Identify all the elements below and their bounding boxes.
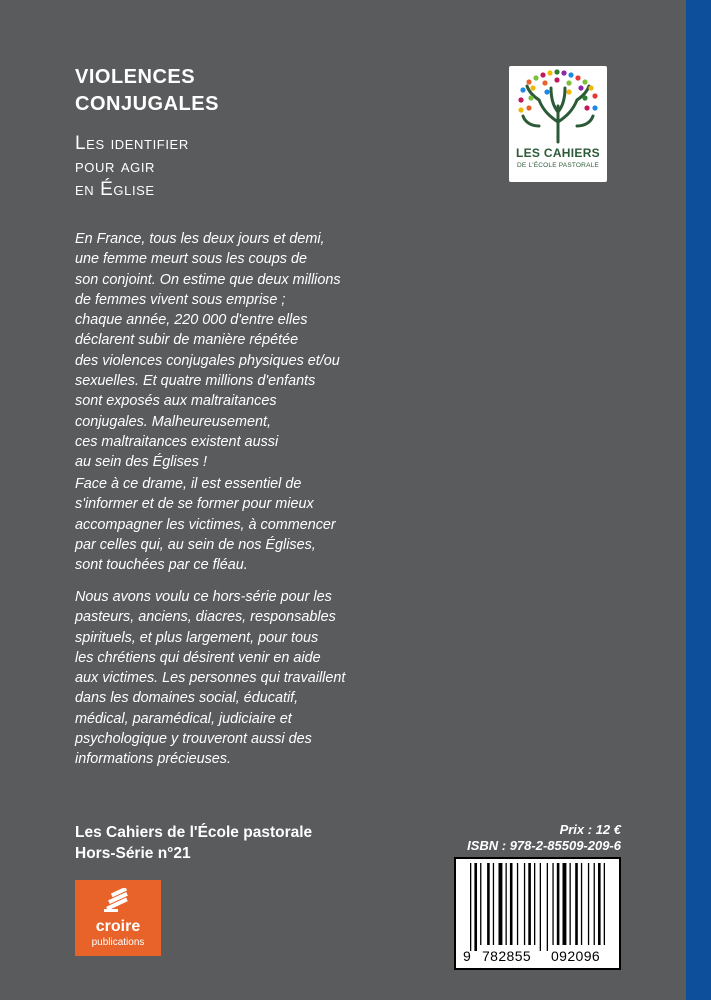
paragraph-line: informations précieuses. bbox=[75, 751, 231, 768]
barcode-bar bbox=[517, 863, 518, 945]
barcode-bar bbox=[487, 863, 490, 945]
barcode-bar bbox=[588, 863, 589, 945]
isbn-label: ISBN : 978-2-85509-209-6 bbox=[467, 838, 621, 853]
publisher-logo bbox=[75, 880, 161, 956]
paragraph-line: conjugales. Malheureusement, bbox=[75, 413, 271, 430]
paragraph-line: En France, tous les deux jours et demi, bbox=[75, 231, 325, 247]
paragraph-line: par celles qui, au sein de nos Églises, bbox=[75, 536, 316, 553]
paragraph-line: les chrétiens qui désirent venir en aide bbox=[75, 649, 321, 666]
barcode-bar bbox=[575, 863, 578, 945]
paragraph-line: dans les domaines social, éducatif, bbox=[75, 690, 299, 707]
series-name: Les Cahiers de l'École pastorale bbox=[75, 824, 313, 841]
barcode-bar bbox=[604, 863, 605, 945]
price-label: Prix : 12 € bbox=[559, 822, 621, 837]
paragraph-3 bbox=[75, 587, 375, 770]
paragraph-line: des violences conjugales physiques et/ou bbox=[75, 352, 340, 369]
cahiers-logo bbox=[509, 66, 607, 182]
paragraph-line: ces maltraitances existent aussi bbox=[75, 433, 279, 450]
barcode-bar bbox=[524, 863, 525, 945]
barcode-bar bbox=[570, 863, 571, 945]
barcode-bar bbox=[547, 863, 548, 951]
paragraph-line: sont touchées par ce fléau. bbox=[75, 557, 248, 574]
paragraph-line: Nous avons voulu ce hors-série pour les bbox=[75, 589, 332, 605]
book-title bbox=[75, 64, 219, 118]
paragraph-1 bbox=[75, 229, 375, 473]
paragraph-line: Face à ce drame, il est essentiel de bbox=[75, 476, 302, 492]
paragraph-line: pasteurs, anciens, diacres, responsables bbox=[75, 609, 336, 626]
barcode-bar bbox=[499, 863, 503, 945]
paragraph-line: sont exposés aux maltraitances bbox=[75, 393, 277, 410]
book-spine bbox=[686, 0, 711, 1000]
barcode bbox=[454, 857, 621, 970]
barcode-bar bbox=[510, 863, 513, 945]
barcode-bar bbox=[581, 863, 582, 945]
paragraph-line: spirituels, et plus largement, pour tous bbox=[75, 629, 319, 646]
barcode-bar bbox=[598, 863, 601, 945]
paragraph-2 bbox=[75, 474, 375, 575]
barcode-bar bbox=[563, 863, 567, 945]
paragraph-line: une femme meurt sous les coups de bbox=[75, 251, 307, 268]
barcode-bar bbox=[557, 863, 560, 945]
barcode-bar bbox=[594, 863, 595, 945]
series-number: Hors-Série n°21 bbox=[75, 845, 191, 862]
publisher-name: croire bbox=[95, 918, 141, 935]
barcode-bar bbox=[474, 863, 477, 951]
paragraph-line: au sein des Églises ! bbox=[75, 454, 207, 471]
subtitle-line-3: en Église bbox=[75, 179, 155, 200]
paragraph-line: accompagner les victimes, à commencer bbox=[75, 516, 336, 533]
barcode-bar bbox=[528, 863, 531, 945]
barcode-bar bbox=[540, 863, 541, 951]
barcode-bar bbox=[534, 863, 535, 945]
paragraph-line: s'informer et de se former pour mieux bbox=[75, 496, 314, 513]
books-icon bbox=[102, 888, 134, 916]
subtitle-line-1: Les identifier bbox=[75, 133, 189, 154]
cahiers-logo-subtitle: DE L'ÉCOLE PASTORALE bbox=[517, 162, 599, 169]
tree-icon bbox=[509, 66, 607, 146]
barcode-bar bbox=[480, 863, 481, 945]
paragraph-line: de femmes vivent sous emprise ; bbox=[75, 291, 286, 308]
barcode-bar bbox=[552, 863, 553, 945]
barcode-digits-left: 782855 bbox=[482, 948, 532, 964]
subtitle-line-2: pour agir bbox=[75, 156, 156, 177]
barcode-digit-first: 9 bbox=[463, 948, 472, 964]
publisher-subtitle: publications bbox=[91, 937, 145, 948]
series-info bbox=[75, 822, 312, 864]
paragraph-line: médical, paramédical, judiciaire et bbox=[75, 710, 292, 727]
title-line-2: CONJUGALES bbox=[75, 93, 219, 115]
paragraph-line: psychologique y trouveront aussi des bbox=[75, 731, 312, 748]
barcode-bar bbox=[506, 863, 507, 945]
book-subtitle bbox=[75, 132, 189, 201]
paragraph-line: déclarent subir de manière répétée bbox=[75, 332, 299, 349]
barcode-bar bbox=[493, 863, 494, 945]
barcode-bar bbox=[470, 863, 471, 951]
paragraph-line: chaque année, 220 000 d'entre elles bbox=[75, 312, 308, 329]
paragraph-line: son conjoint. On estime que deux millions bbox=[75, 271, 341, 288]
paragraph-line: aux victimes. Les personnes qui travaillent bbox=[75, 670, 346, 687]
title-line-1: VIOLENCES bbox=[75, 66, 196, 88]
paragraph-line: sexuelles. Et quatre millions d'enfants bbox=[75, 373, 316, 390]
cahiers-logo-title: LES CAHIERS bbox=[516, 146, 600, 160]
barcode-digits-right: 092096 bbox=[551, 948, 601, 964]
